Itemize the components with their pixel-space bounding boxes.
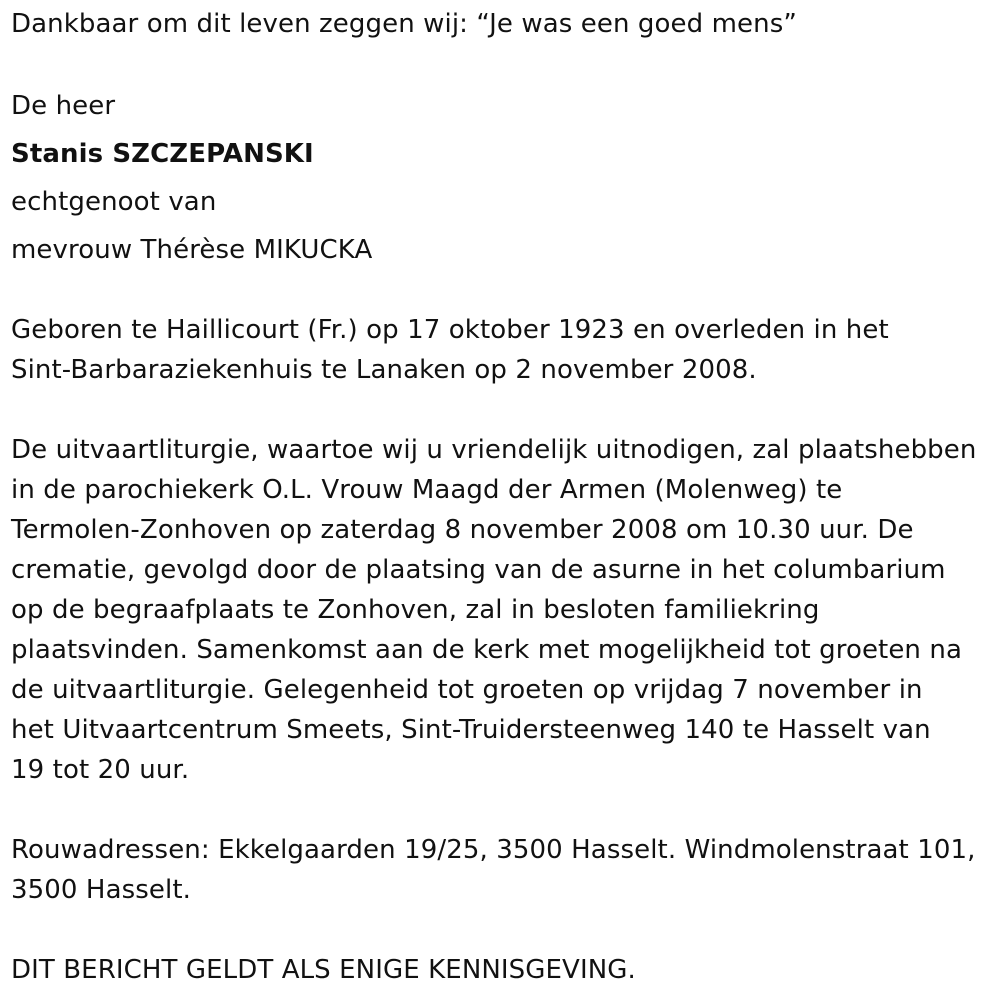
funeral-line: de uitvaartliturgie. Gelegenheid tot groeten op vrijdag 7 november in bbox=[11, 675, 923, 705]
birth-death-line: Sint-Barbaraziekenhuis te Lanaken op 2 november 2008. bbox=[11, 355, 757, 385]
funeral-line: in de parochiekerk O.L. Vrouw Maagd der Armen (Molenweg) te bbox=[11, 475, 843, 505]
relation-text: echtgenoot van bbox=[11, 187, 217, 217]
address-line: Rouwadressen: Ekkelgaarden 19/25, 3500 Hasselt. Windmolenstraat 101, bbox=[11, 835, 976, 865]
funeral-line: het Uitvaartcentrum Smeets, Sint-Truidersteenweg 140 te Hasselt van bbox=[11, 715, 931, 745]
funeral-line: crematie, gevolgd door de plaatsing van de asurne in het columbarium bbox=[11, 555, 946, 585]
spouse-name: mevrouw Thérèse MIKUCKA bbox=[11, 235, 373, 265]
funeral-line: op de begraafplaats te Zonhoven, zal in besloten familiekring bbox=[11, 595, 820, 625]
funeral-line: Termolen-Zonhoven op zaterdag 8 november 2008 om 10.30 uur. De bbox=[11, 515, 914, 545]
salutation: De heer bbox=[11, 91, 116, 121]
birth-death-line: Geboren te Haillicourt (Fr.) op 17 oktober 1923 en overleden in het bbox=[11, 315, 889, 345]
funeral-line: plaatsvinden. Samenkomst aan de kerk met mogelijkheid tot groeten na bbox=[11, 635, 962, 665]
intro-quote: Dankbaar om dit leven zeggen wij: “Je was een goed mens” bbox=[11, 9, 797, 39]
address-line: 3500 Hasselt. bbox=[11, 875, 191, 905]
funeral-line: De uitvaartliturgie, waartoe wij u vriendelijk uitnodigen, zal plaatshebben bbox=[11, 435, 977, 465]
deceased-name: Stanis SZCZEPANSKI bbox=[11, 139, 314, 169]
funeral-line: 19 tot 20 uur. bbox=[11, 755, 190, 785]
closing-statement: DIT BERICHT GELDT ALS ENIGE KENNISGEVING. bbox=[11, 955, 636, 985]
